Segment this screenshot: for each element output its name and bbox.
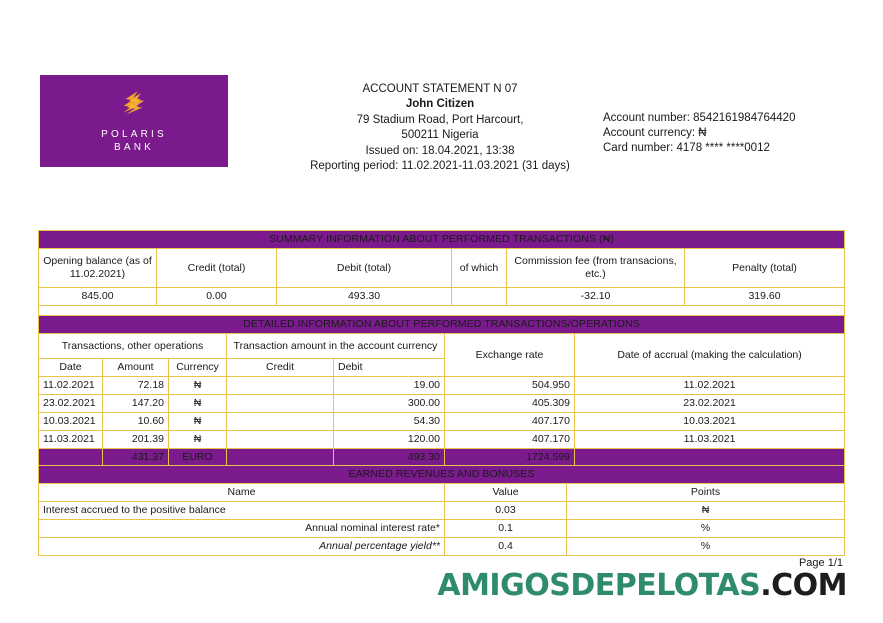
detail-cell-debit: 54.30 bbox=[334, 413, 445, 431]
detail-header-debit: Debit bbox=[334, 359, 445, 377]
table-row bbox=[39, 538, 845, 556]
revenues-header-points: Points bbox=[567, 484, 845, 502]
detail-total-accrual-date bbox=[575, 449, 845, 467]
detail-cell-credit bbox=[227, 377, 334, 395]
summary-header-opening-balance: Opening balance (as of 11.02.2021) bbox=[39, 249, 157, 288]
detail-cell-currency: ₦ bbox=[169, 413, 227, 431]
customer-address-line2: 500211 Nigeria bbox=[401, 129, 479, 142]
detail-cell-accrual-date: 11.02.2021 bbox=[575, 377, 845, 395]
revenues-header-row bbox=[39, 484, 845, 502]
detail-cell-date: 11.03.2021 bbox=[39, 431, 103, 449]
detail-cell-date: 11.02.2021 bbox=[39, 377, 103, 395]
card-number: Card number: 4178 **** ****0012 bbox=[603, 142, 770, 154]
account-number: Account number: 8542161984764420 bbox=[603, 112, 796, 124]
revenues-cell-value: 0.4 bbox=[445, 538, 567, 556]
detail-table-block bbox=[38, 315, 844, 480]
summary-table-block bbox=[38, 230, 844, 319]
table-row bbox=[39, 502, 845, 520]
summary-value-commission-fee: -32.10 bbox=[507, 288, 685, 306]
detail-cell-exchange-rate: 504.950 bbox=[445, 377, 575, 395]
summary-header-penalty-total: Penalty (total) bbox=[685, 249, 845, 288]
summary-header-credit-total: Credit (total) bbox=[157, 249, 277, 288]
detail-header-currency: Currency bbox=[169, 359, 227, 377]
summary-band-title: SUMMARY INFORMATION ABOUT PERFORMED TRANSACTIONS (₦) bbox=[39, 231, 845, 249]
detail-total-exchange-rate: 1724.599 bbox=[445, 449, 575, 467]
detail-table bbox=[38, 315, 845, 480]
detail-cell-date: 23.02.2021 bbox=[39, 395, 103, 413]
revenues-cell-points: ₦ bbox=[567, 502, 845, 520]
issued-on: Issued on: 18.04.2021, 13:38 bbox=[365, 144, 515, 157]
detail-cell-currency: ₦ bbox=[169, 431, 227, 449]
bank-name-line2: BANK bbox=[113, 142, 155, 153]
revenues-header-value: Value bbox=[445, 484, 567, 502]
revenues-cell-name: Annual nominal interest rate* bbox=[39, 520, 445, 538]
revenues-table bbox=[38, 465, 845, 556]
detail-header-credit: Credit bbox=[227, 359, 334, 377]
revenues-band-row bbox=[39, 466, 845, 484]
summary-value-of-which bbox=[452, 288, 507, 306]
detail-header-date: Date bbox=[39, 359, 103, 377]
summary-header-row bbox=[39, 249, 845, 288]
detail-cell-accrual-date: 10.03.2021 bbox=[575, 413, 845, 431]
detail-header-amount-group bbox=[227, 334, 445, 359]
statement-header bbox=[0, 0, 883, 200]
detail-group-header-row bbox=[39, 334, 845, 359]
revenues-cell-name: Annual percentage yield** bbox=[39, 538, 445, 556]
customer-name: John Citizen bbox=[405, 98, 475, 111]
table-row bbox=[39, 431, 845, 449]
detail-cell-amount: 72.18 bbox=[103, 377, 169, 395]
revenues-header-name: Name bbox=[39, 484, 445, 502]
detail-total-currency: EURO bbox=[169, 449, 227, 467]
table-row bbox=[39, 395, 845, 413]
summary-header-debit-total: Debit (total) bbox=[277, 249, 452, 288]
detail-cell-exchange-rate: 407.170 bbox=[445, 431, 575, 449]
detail-total-date bbox=[39, 449, 103, 467]
revenues-cell-value: 0.1 bbox=[445, 520, 567, 538]
detail-cell-credit bbox=[227, 395, 334, 413]
page-number: Page 1/1 bbox=[798, 557, 843, 569]
bank-name-line1: POLARIS bbox=[101, 129, 167, 140]
summary-value-debit-total: 493.30 bbox=[277, 288, 452, 306]
summary-header-of-which: of which bbox=[452, 249, 507, 288]
detail-total-credit bbox=[227, 449, 334, 467]
account-currency: Account currency: ₦ bbox=[603, 127, 707, 139]
watermark-part1: AMIGOSDEPELOTAS bbox=[437, 568, 761, 603]
revenues-cell-value: 0.03 bbox=[445, 502, 567, 520]
detail-cell-debit: 120.00 bbox=[334, 431, 445, 449]
revenues-band-title: EARNED REVENUES AND BONUSES bbox=[39, 466, 845, 484]
detail-band-title: DETAILED INFORMATION ABOUT PERFORMED TRANSACTIONS/OPERATIONS bbox=[39, 316, 845, 334]
summary-value-penalty-total: 319.60 bbox=[685, 288, 845, 306]
detail-band-row bbox=[39, 316, 845, 334]
reporting-period: Reporting period: 11.02.2021-11.03.2021 (31 days) bbox=[310, 160, 570, 173]
detail-cell-currency: ₦ bbox=[169, 395, 227, 413]
summary-header-commission-fee: Commission fee (from transacions, etc.) bbox=[507, 249, 685, 288]
detail-cell-credit bbox=[227, 431, 334, 449]
watermark bbox=[437, 570, 847, 602]
table-row bbox=[39, 413, 845, 431]
detail-total-amount: 431.37 bbox=[103, 449, 169, 467]
table-row bbox=[39, 520, 845, 538]
detail-cell-debit: 19.00 bbox=[334, 377, 445, 395]
account-info-block bbox=[603, 111, 795, 156]
statement-title: ACCOUNT STATEMENT N 07 bbox=[362, 83, 518, 95]
summary-band-row bbox=[39, 231, 845, 249]
polaris-lightning-logo-icon bbox=[117, 88, 151, 122]
table-row bbox=[39, 377, 845, 395]
revenues-cell-points: % bbox=[567, 538, 845, 556]
detail-cell-debit: 300.00 bbox=[334, 395, 445, 413]
revenues-cell-name: Interest accrued to the positive balance bbox=[39, 502, 445, 520]
detail-cell-currency: ₦ bbox=[169, 377, 227, 395]
revenues-cell-points: % bbox=[567, 520, 845, 538]
detail-cell-accrual-date: 11.03.2021 bbox=[575, 431, 845, 449]
detail-header-transactions-group: Transactions, other operations bbox=[39, 334, 227, 359]
detail-cell-amount: 10.60 bbox=[103, 413, 169, 431]
summary-value-row bbox=[39, 288, 845, 306]
detail-header-exchange-rate: Exchange rate bbox=[445, 334, 575, 377]
detail-cell-date: 10.03.2021 bbox=[39, 413, 103, 431]
detail-header-date-of-accrual: Date of accrual (making the calculation) bbox=[575, 334, 845, 377]
detail-cell-amount: 147.20 bbox=[103, 395, 169, 413]
detail-header-amount: Amount bbox=[103, 359, 169, 377]
bank-logo-box bbox=[40, 75, 228, 167]
summary-value-credit-total: 0.00 bbox=[157, 288, 277, 306]
detail-cell-credit bbox=[227, 413, 334, 431]
detail-cell-amount: 201.39 bbox=[103, 431, 169, 449]
detail-cell-exchange-rate: 407.170 bbox=[445, 413, 575, 431]
statement-title-block bbox=[255, 82, 625, 174]
detail-total-debit: 493.30 bbox=[334, 449, 445, 467]
detail-cell-accrual-date: 23.02.2021 bbox=[575, 395, 845, 413]
summary-table bbox=[38, 230, 845, 319]
revenues-table-block bbox=[38, 465, 844, 556]
detail-total-row bbox=[39, 449, 845, 467]
customer-address-line1: 79 Stadium Road, Port Harcourt, bbox=[356, 113, 524, 126]
watermark-part2: .COM bbox=[760, 568, 847, 603]
summary-value-opening-balance: 845.00 bbox=[39, 288, 157, 306]
detail-header-amount-group-text: Transaction amount in the account currency bbox=[233, 340, 438, 352]
detail-cell-exchange-rate: 405.309 bbox=[445, 395, 575, 413]
